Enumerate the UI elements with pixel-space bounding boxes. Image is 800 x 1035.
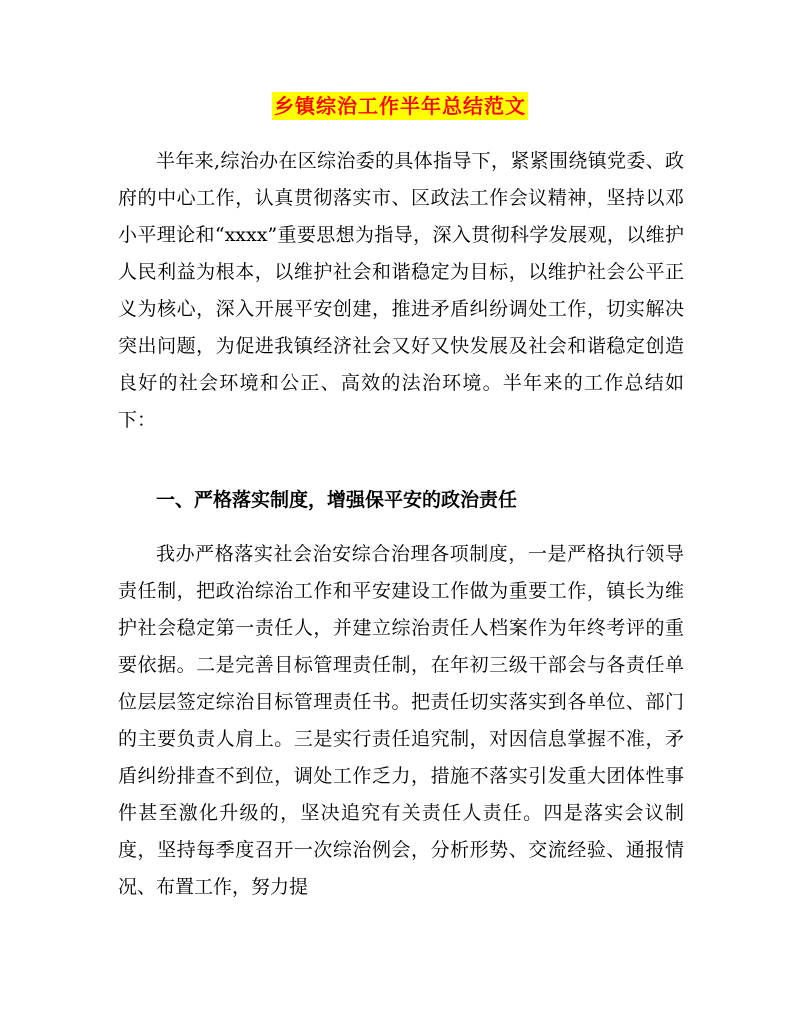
section-heading: 一、严格落实制度，增强保平安的政治责任: [156, 489, 518, 511]
intro-paragraph: 半年来,综治办在区综治委的具体指导下，紧紧围绕镇党委、政府的中心工作，认真贯彻落实市、区政法工作会议精神，坚持以邓小平理论和“xxxx”重要思想为指导，深入贯彻科学发展观，以维护人民利益为根本，以维护社会和谐稳定为目标，以维护社会公平正义为核心，深入开展平安创建，推进矛盾纠纷调处工作，切实解决突出问题，为促进我镇经济社会又好又快发展及社会和谐稳定创造良好的社会环境和公正、高效的法治环境。半年来的工作总结如下：: [118, 150, 684, 431]
document-title: 乡镇综治工作半年总结范文: [274, 94, 526, 118]
title-wrapper: [0, 92, 800, 120]
section-paragraph: 我办严格落实社会治安综合治理各项制度，一是严格执行领导责任制，把政治综治工作和平安建设工作做为重要工作，镇长为维护社会稳定第一责任人，并建立综治责任人档案作为年终考评的重要依据。二是完善目标管理责任制，在年初三级干部会与各责任单位层层签定综治目标管理责任书。把责任切实落实到各单位、部门的主要负责人肩上。三是实行责任追究制，对因信息掌握不准，矛盾纠纷排查不到位，调处工作乏力，措施不落实引发重大团体性事件甚至激化升级的，坚决追究有关责任人责任。四是落实会议制度，坚持每季度召开一次综治例会，分析形势、交流经验、通报情况、布置工作，努力提: [118, 543, 684, 898]
